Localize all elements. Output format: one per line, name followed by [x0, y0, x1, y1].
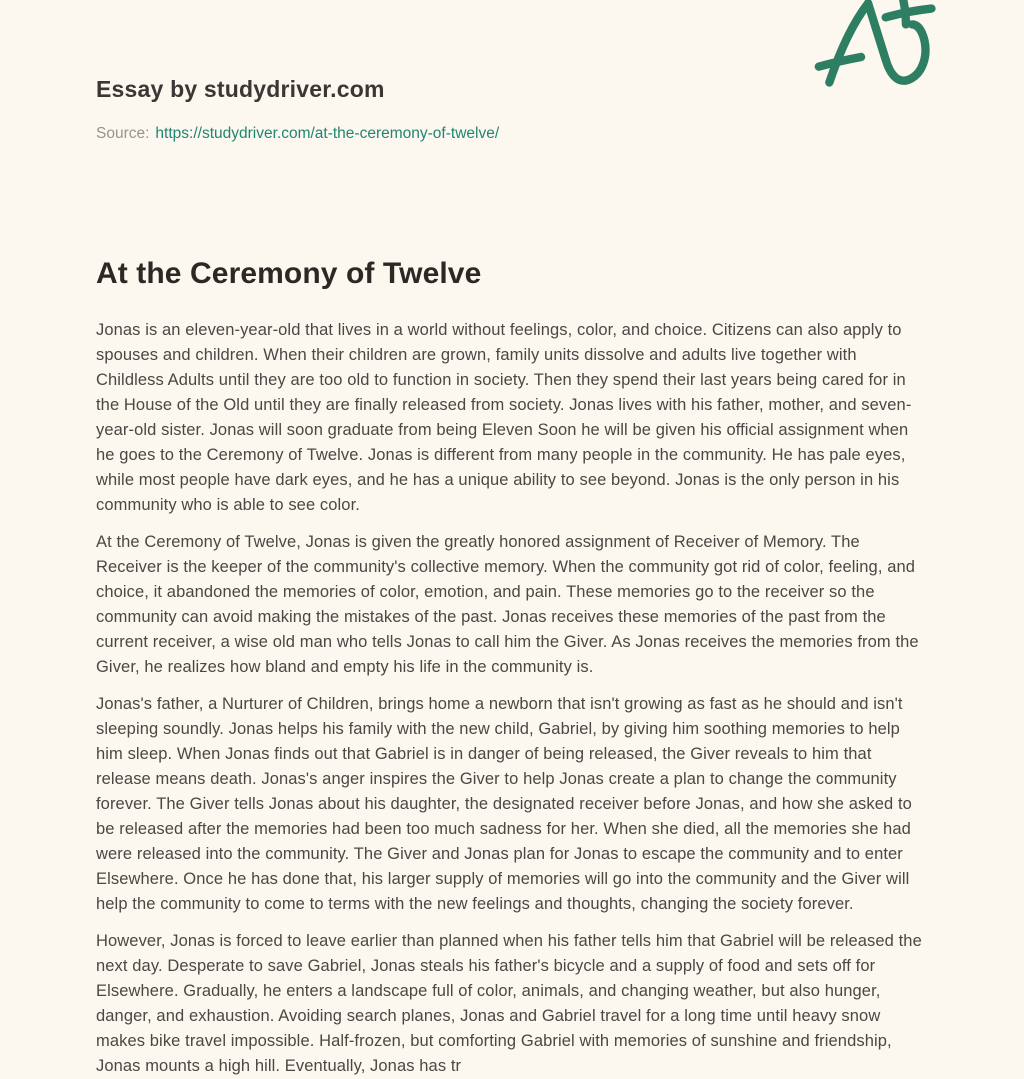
source-row [96, 124, 928, 143]
studydriver-a-plus-logo-icon [810, 0, 942, 98]
byline: Essay by studydriver.com [96, 76, 385, 102]
essay-paragraph-2: At the Ceremony of Twelve, Jonas is given the greatly honored assignment of Receiver of Memory. The Receiver is the keeper of the community's collective memory. When the community got rid of color, feeling, and choice, it abandoned the memories of color, emotion, and pain. These memories go to the receiver so the community can avoid making the mistakes of the past. Jonas receives these memories of the past from the current receiver, a wise old man who tells Jonas to call him the Giver. As Jonas receives the memories from the Giver, he realizes how bland and empty his life in the community is. [96, 533, 919, 676]
essay-title: At the Ceremony of Twelve [96, 257, 482, 290]
essay-paragraph-1: Jonas is an eleven-year-old that lives in a world without feelings, color, and choice. Citizens can also apply to spouses and children. When their children are grown, family units dissolve and adults live together with Childless Adults until they are too old to function in society. Then they spend their last years being cared for in the House of the Old until they are finally released from society. Jonas lives with his father, mother, and seven-year-old sister. Jonas will soon graduate from being Eleven Soon he will be given his official assignment when he goes to the Ceremony of Twelve. Jonas is different from many people in the community. He has pale eyes, while most people have dark eyes, and he has a unique ability to see beyond. Jonas is the only person in his community who is able to see color. [96, 321, 912, 514]
essay-content [96, 256, 928, 1079]
essay-paragraph-3: Jonas's father, a Nurturer of Children, brings home a newborn that isn't growing as fast as he should and isn't sleeping soundly. Jonas helps his family with the new child, Gabriel, by giving him soothing memories to help him sleep. When Jonas finds out that Gabriel is in danger of being released, the Giver reveals to him that release means death. Jonas's anger inspires the Giver to help Jonas create a plan to change the community forever. The Giver tells Jonas about his daughter, the designated receiver before Jonas, and how she asked to be released after the memories had been too much sadness for her. When she died, all the memories she had were released into the community. The Giver and Jonas plan for Jonas to escape the community and to enter Elsewhere. Once he has done that, his larger supply of memories will go into the community and the Giver will help the community to come to terms with the new feelings and thoughts, changing the society forever. [96, 695, 912, 913]
essay-paragraph-4: However, Jonas is forced to leave earlier than planned when his father tells him that Gabriel will be released the next day. Desperate to save Gabriel, Jonas steals his father's bicycle and a supply of food and sets off for Elsewhere. Gradually, he enters a landscape full of color, animals, and changing weather, but also hunger, danger, and exhaustion. Avoiding search planes, Jonas and Gabriel travel for a long time until heavy snow makes bike travel impossible. Half-frozen, but comforting Gabriel with memories of sunshine and friendship, Jonas mounts a high hill. Eventually, Jonas has tr [96, 932, 922, 1075]
source-label: Source: [96, 125, 150, 142]
document-header [96, 0, 928, 143]
essay-body [96, 318, 928, 1079]
source-link[interactable]: https://studydriver.com/at-the-ceremony-of-twelve/ [155, 125, 500, 142]
